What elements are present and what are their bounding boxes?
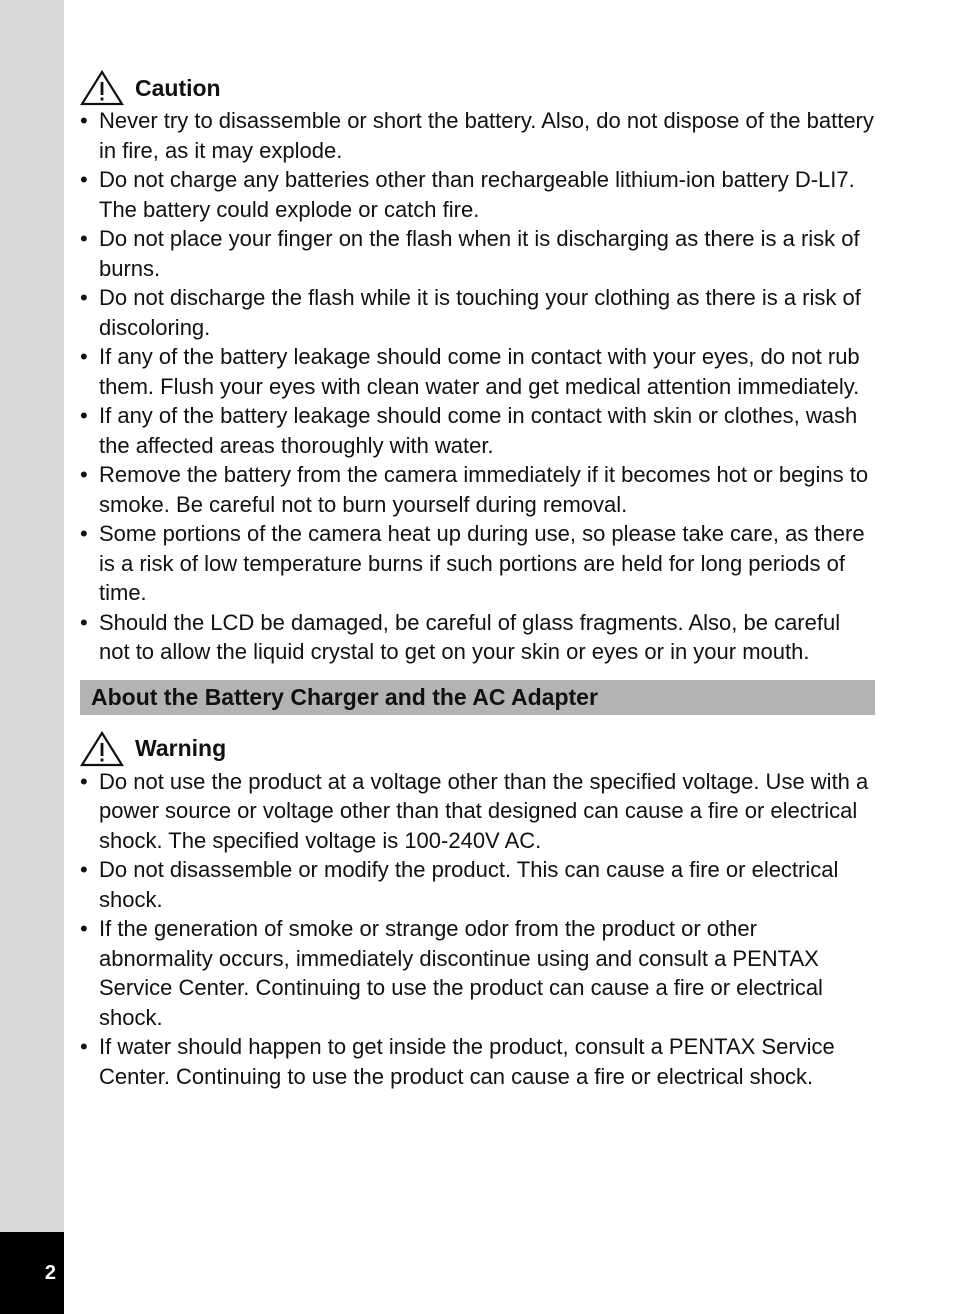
list-item: • If any of the battery leakage should come in contact with skin or clothes, wash the affected areas thoroughly with water. — [80, 401, 875, 460]
list-item: • Should the LCD be damaged, be careful of glass fragments. Also, be careful not to allow the liquid crystal to get on your skin or eyes or in your mouth. — [80, 608, 875, 667]
caution-title: Caution — [135, 74, 221, 101]
list-item: • Do not discharge the flash while it is touching your clothing as there is a risk of discoloring. — [80, 283, 875, 342]
page-number: 2 — [44, 1261, 56, 1284]
list-item: • If water should happen to get inside the product, consult a PENTAX Service Center. Continuing to use the product can cause a fire or electrical shock. — [80, 1032, 875, 1091]
warning-title: Warning — [135, 735, 227, 761]
list-item: • Remove the battery from the camera immediately if it becomes hot or begins to smoke. Be careful not to burn yourself during removal. — [80, 460, 875, 519]
side-margin-strip — [0, 0, 64, 1314]
section-title: About the Battery Charger and the AC Adapter — [91, 683, 598, 710]
list-item: • Do not disassemble or modify the product. This can cause a fire or electrical shock. — [80, 855, 875, 914]
page-content — [80, 70, 875, 1091]
page-number-tab — [0, 1232, 64, 1314]
list-item: • Do not charge any batteries other than rechargeable lithium-ion battery D-LI7. The battery could explode or catch fire. — [80, 165, 875, 224]
caution-heading — [80, 70, 875, 106]
list-item: • Do not use the product at a voltage other than the specified voltage. Use with a power source or voltage other than that designed can cause a fire or electrical shock. The specified voltage is 100-240V AC. — [80, 767, 875, 856]
warning-triangle-icon — [80, 731, 124, 767]
list-item: • If any of the battery leakage should come in contact with your eyes, do not rub them. Flush your eyes with clean water and get medical attention immediately. — [80, 342, 875, 401]
warning-heading — [80, 731, 875, 767]
list-item: • If the generation of smoke or strange odor from the product or other abnormality occurs, immediately discontinue using and consult a PENTAX Service Center. Continuing to use the product can cause a fire or electrical shock. — [80, 914, 875, 1032]
list-item: • Some portions of the camera heat up during use, so please take care, as there is a risk of low temperature burns if such portions are held for long periods of time. — [80, 519, 875, 608]
warning-list — [80, 767, 875, 1092]
caution-list — [80, 106, 875, 667]
list-item: • Never try to disassemble or short the battery. Also, do not dispose of the battery in fire, as it may explode. — [80, 106, 875, 165]
section-heading-bar — [80, 680, 875, 715]
warning-triangle-icon — [80, 70, 124, 106]
list-item: • Do not place your finger on the flash when it is discharging as there is a risk of burns. — [80, 224, 875, 283]
